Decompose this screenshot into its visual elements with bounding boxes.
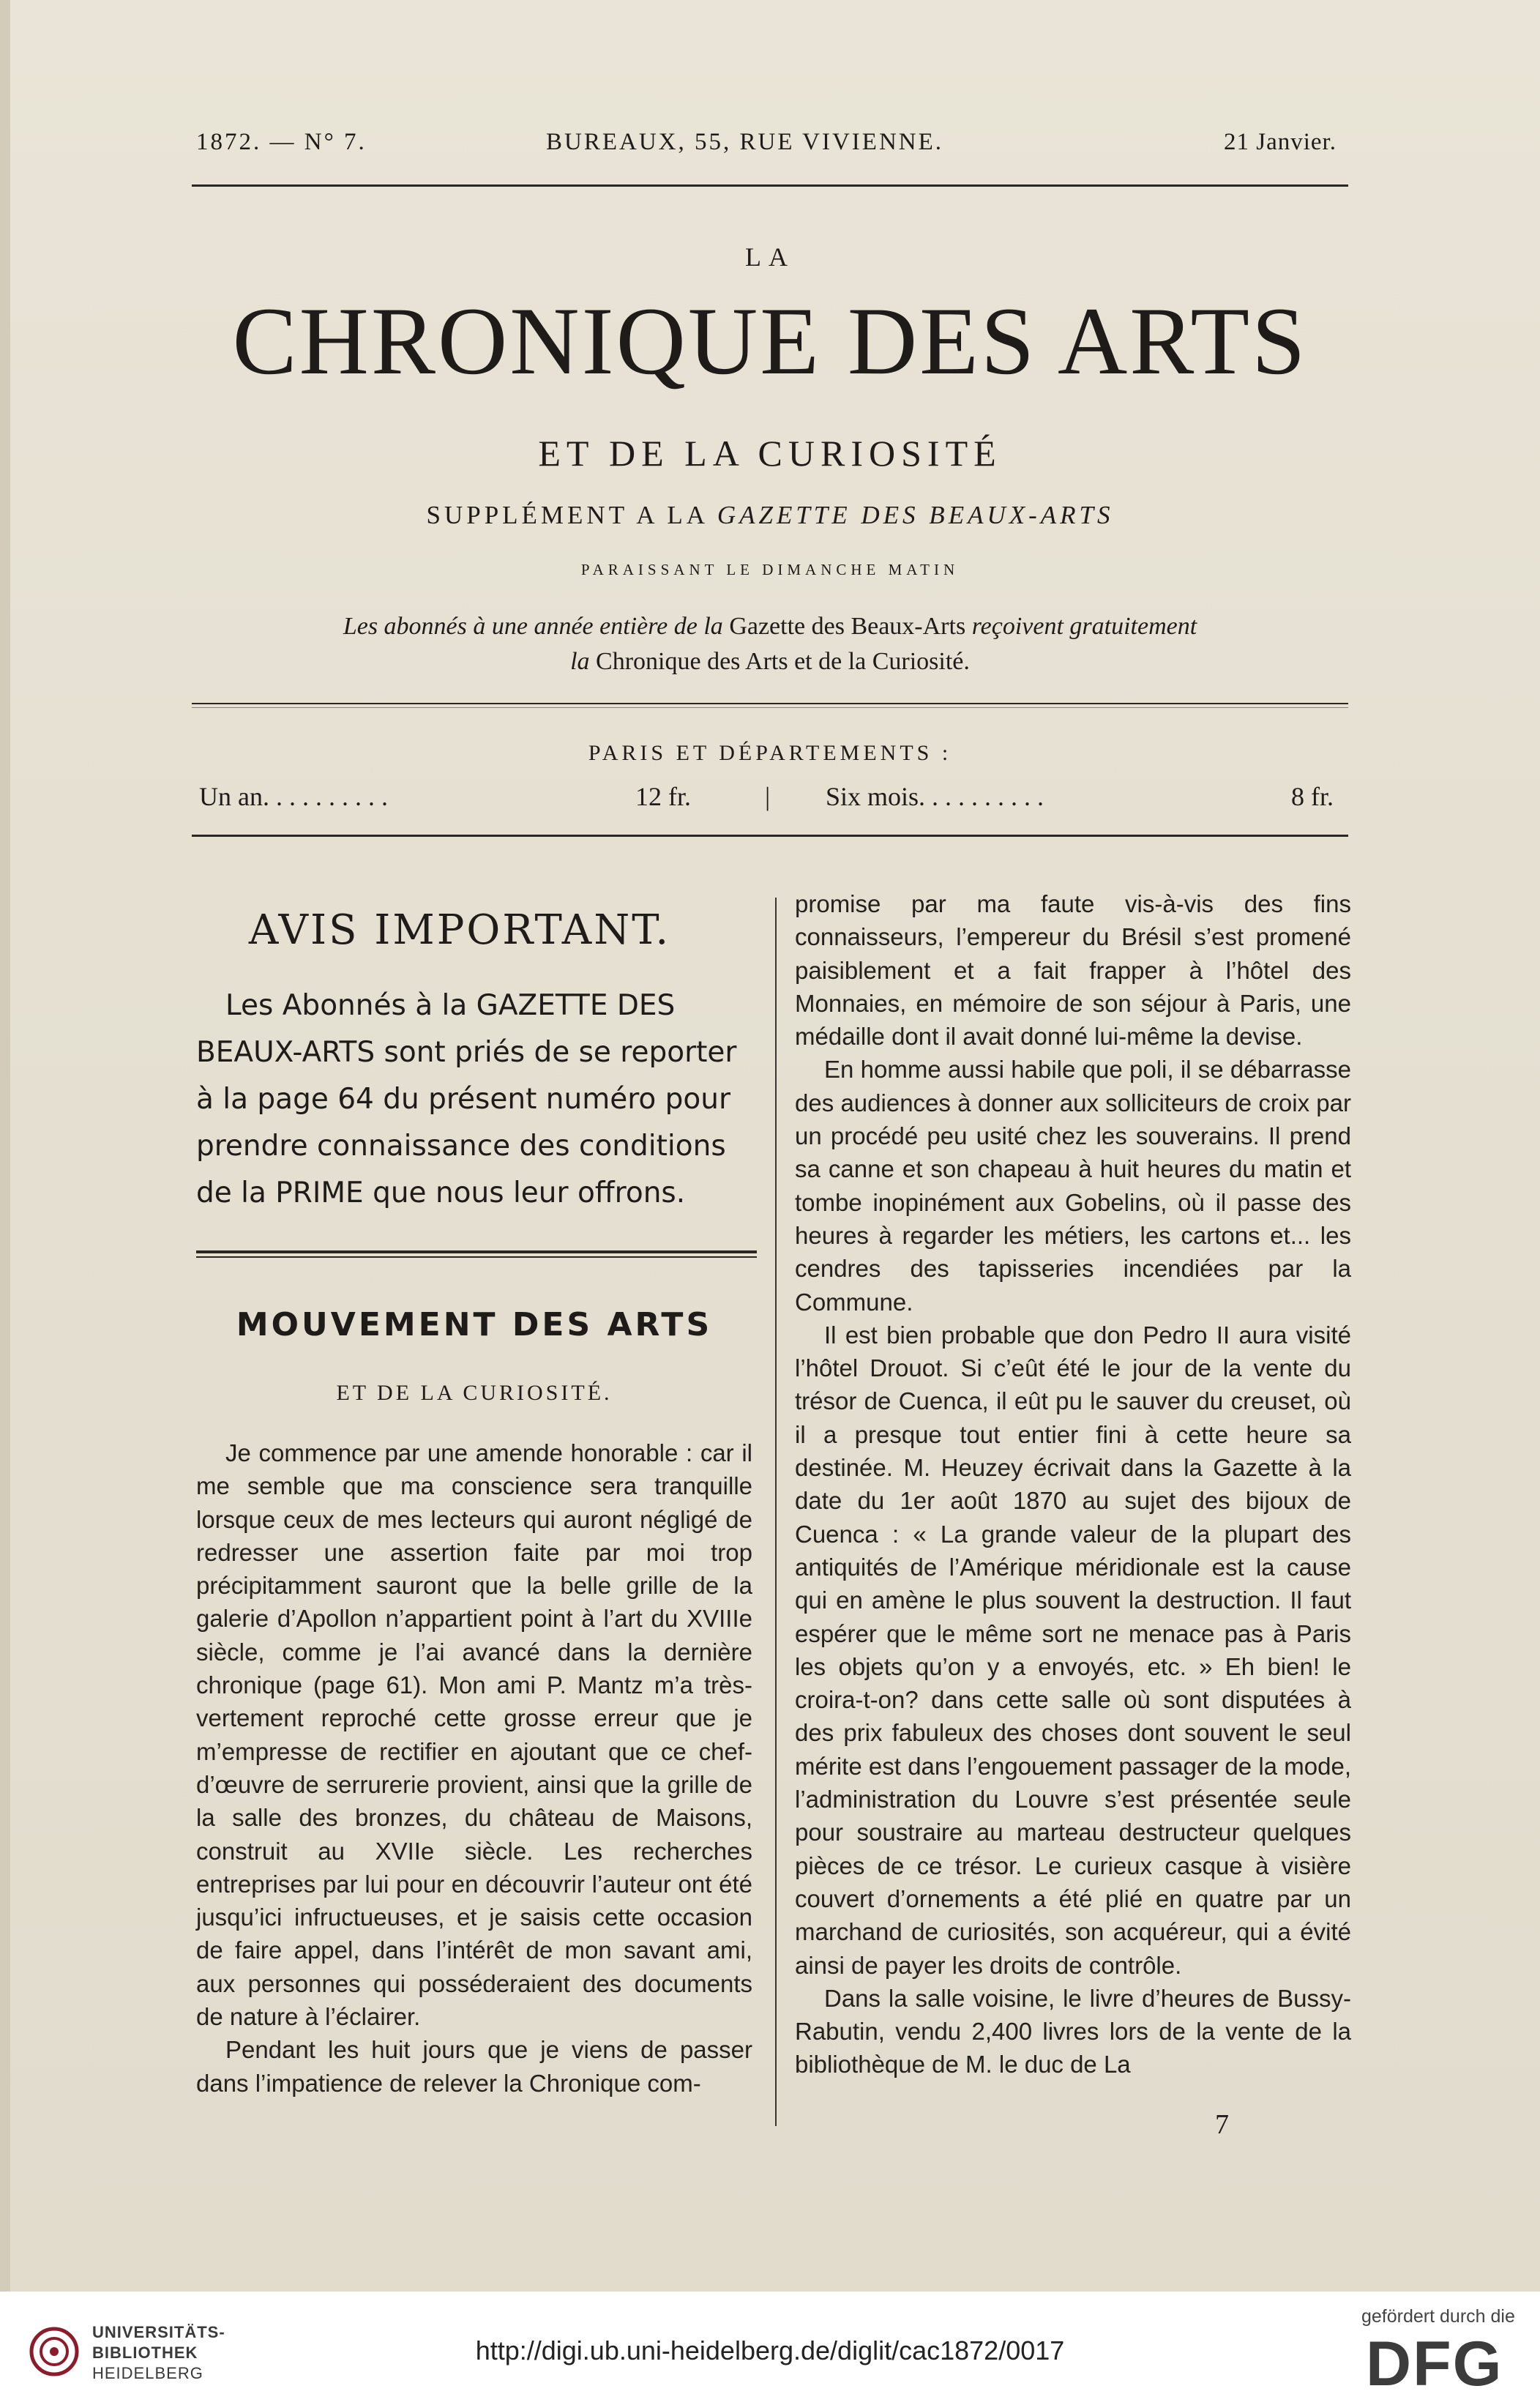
paragraph: Je commence par une amende honorable : car il me semble que ma conscience sera tranquille lorsque ceux de mes lecteurs qui auront négligé de redresser une assertion faite par moi trop précipitamment sauront que la belle grille de la galerie d’Apollon n’appartient point à l’art du XVIIIe siècle, comme je l’ai avancé dans la dernière chronique (page 61). Mon ami P. Mantz m’a très-vertement reproché cette grosse erreur que je m’empresse de rectifier en ajoutant que ce chef-d’œuvre de serrurerie provient, ainsi que la grille de la salle des bronzes, du château de Maisons, construit au XVIIe siècle. Les recherches entreprises par lui pour en découvrir l’auteur ont été jusqu’ici infructueuses, et je saisis cette occasion de faire appel, dans l’intérêt de mon savant ami, aux personnes qui posséderaient des documents de nature à l’éclairer.	[196, 1439, 752, 2031]
subscriber-notice	[0, 609, 1540, 679]
avis-line: Les Abonnés à la GAZETTE DES	[225, 989, 676, 1022]
paragraph: Il est bien probable que don Pedro II aura visité l’hôtel Drouot. Si c’eût été le jour de la vente du trésor de Cuenca, il eût pu le sauver du creuset, où il a presque tout entier fini à cette heure sa destinée. M. Heuzey écrivait dans la Gazette à la date du 1er août 1870 au sujet des bijoux de Cuenca : « La grande valeur de la plupart des antiquités de l’Amérique méridionale est la cause qui en amène le plus souvent la destruction. Il faut espérer que le même sort ne menace pas à Paris les objets qu’on y a envoyés, etc. » Eh bien! le croira-t-on? dans cette salle où sont disputées à des prix fabuleux des choses dont souvent le seul mérite est dans l’engouement passager de la mode, l’administration du Louvre s’est présentée seule pour soustraire au marteau destructeur quelques pièces de ce trésor. Le curieux casque à visière couvert d’ornements a été plié en quatre par un marchand de curiosités, son acquéreur, qui a évité ainsi de payer les droits de contrôle.	[795, 1321, 1351, 1979]
price-half: 8 fr.	[1291, 782, 1334, 811]
avis-line: à la page 64 du présent numéro pour	[196, 1083, 730, 1116]
notice-line2-b: Chronique des Arts et de la Curiosité.	[596, 648, 970, 675]
notice-line1-b: Gazette des Beaux-Arts	[729, 613, 966, 640]
supplement-line	[0, 501, 1540, 530]
university-name-line: HEIDELBERG	[92, 2364, 203, 2382]
left-column-text	[196, 1436, 752, 2100]
section-subtitle: ET DE LA CURIOSITÉ.	[336, 1381, 613, 1405]
funding-caption: gefördert durch die	[1361, 2306, 1515, 2327]
publication-schedule: PARAISSANT LE DIMANCHE MATIN	[580, 561, 960, 578]
avis-line: de la PRIME que nous leur offrons.	[196, 1177, 686, 1209]
notice-line1-c: reçoivent gratuitement	[971, 613, 1197, 640]
masthead-subtitle: ET DE LA CURIOSITÉ	[538, 433, 1002, 474]
paragraph: promise par ma faute vis-à-vis des fins connaisseurs, l’empereur du Brésil s’est promené paisiblement et a fait frapper à l’hôtel des Monnaies, en mémoire de son séjour à Paris, une médaille dont il avait donné lui-même la devise.	[795, 890, 1351, 1051]
masthead-la: LA	[745, 242, 795, 272]
notice-line2-a: la	[570, 648, 590, 675]
header-rule	[192, 184, 1348, 187]
price-half-label: Six mois. . . . . . . . . .	[826, 782, 1044, 811]
issue-date: 21 Janvier.	[1224, 129, 1337, 155]
section-title: MOUVEMENT DES ARTS	[236, 1306, 713, 1343]
right-column-text	[795, 887, 1351, 2081]
supplement-gazette: GAZETTE DES BEAUX-ARTS	[717, 501, 1114, 529]
paragraph: Pendant les huit jours que je viens de passer dans l’impatience de relever la Chronique com-	[196, 2036, 752, 2097]
permalink-url[interactable]: http://digi.ub.uni-heidelberg.de/diglit/cac1872/0017	[475, 2335, 1065, 2365]
bureaux-address: BUREAUX, 55, RUE VIVIENNE.	[546, 129, 944, 155]
paragraph: Dans la salle voisine, le livre d’heures de Bussy-Rabutin, vendu 2,400 livres lors de la vente de la bibliothèque de M. le duc de La	[795, 1984, 1351, 2078]
supplement-prefix: SUPPLÉMENT A LA	[426, 501, 708, 529]
column-rule	[775, 898, 777, 2126]
university-name-line: UNIVERSITÄTS-	[92, 2323, 225, 2341]
notice-line1-a: Les abonnés à une année entière de la	[343, 613, 723, 640]
masthead-title: CHRONIQUE DES ARTS	[232, 287, 1308, 395]
paragraph: En homme aussi habile que poli, il se débarrasse des audiences à donner aux solliciteurs de croix par un procédé peu usité chez les souverains. Il prend sa canne et son chapeau à huit heures du matin et tombe inopinément aux Gobelins, où il passe des heures à regarder les métiers, les cartons et... les cendres des tapisseries incendiées par la Commune.	[795, 1056, 1351, 1316]
issue-number: 1872. — N° 7.	[196, 129, 367, 155]
subscription-heading: PARIS ET DÉPARTEMENTS :	[588, 741, 952, 765]
page-number: 7	[1215, 2109, 1229, 2140]
subscription-rule	[192, 835, 1348, 837]
dfg-logo: DFG	[1366, 2329, 1503, 2399]
masthead-rule	[192, 703, 1348, 704]
avis-rule-double	[196, 1256, 757, 1258]
avis-body	[196, 982, 752, 1217]
university-name-line: BIBLIOTHEK	[92, 2344, 198, 2362]
avis-rule	[196, 1250, 757, 1253]
avis-line: prendre connaissance des conditions	[196, 1130, 726, 1163]
avis-title: AVIS IMPORTANT.	[248, 906, 671, 954]
masthead-rule-thin	[192, 707, 1348, 708]
avis-line: BEAUX-ARTS sont priés de se reporter	[196, 1036, 737, 1069]
price-year-label: Un an. . . . . . . . . .	[199, 782, 388, 811]
price-year: 12 fr.	[635, 782, 691, 811]
price-separator: |	[765, 782, 771, 811]
